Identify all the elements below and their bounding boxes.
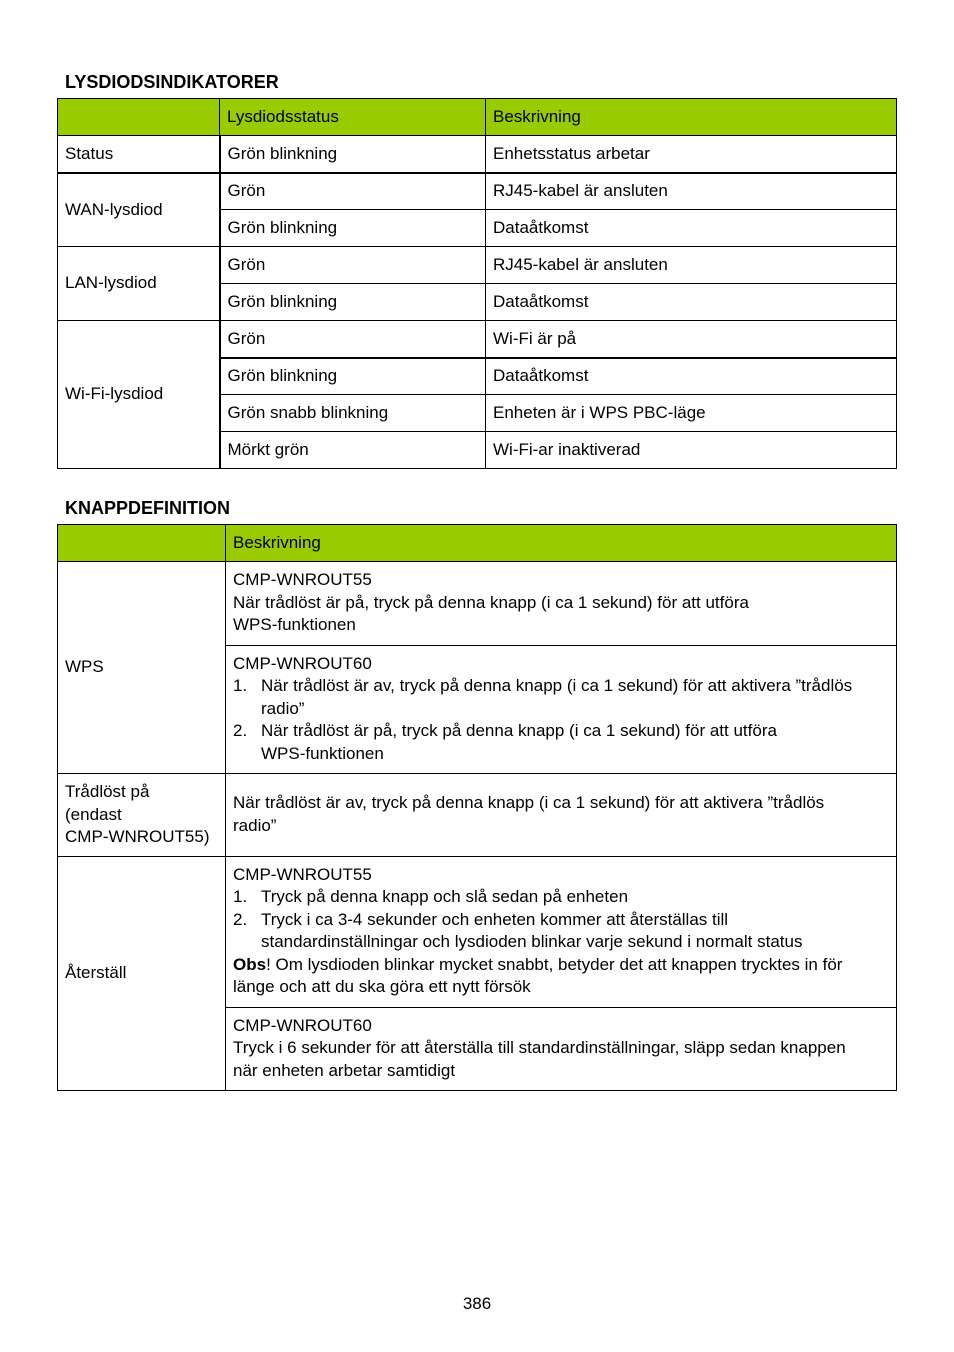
description-cell: Dataåtkomst <box>486 358 897 395</box>
list-text: standardinställningar och lysdioden blinkar varje sekund i normalt status <box>261 932 803 951</box>
led-section-title: LYSDIODSINDIKATORER <box>65 72 279 92</box>
table-header-row <box>58 99 897 136</box>
description-cell: Dataåtkomst <box>486 210 897 247</box>
description-line: radio” <box>233 815 277 835</box>
button-section-title: KNAPPDEFINITION <box>65 498 231 518</box>
description-line: när enheten arbetar samtidigt <box>233 1060 456 1080</box>
status-cell: Grön <box>220 173 486 210</box>
description-cell: Wi-Fi-ar inaktiverad <box>486 432 897 469</box>
header-cell-status: Lysdiodsstatus <box>220 99 486 136</box>
list-number: 1. <box>233 887 248 906</box>
model-name: CMP-WNROUT55 <box>233 864 372 884</box>
note-label: Obs <box>233 954 267 974</box>
reset-model55-description <box>226 856 897 1007</box>
table-row <box>58 774 897 857</box>
header-cell-description: Beskrivning <box>226 525 897 562</box>
label-line: (endast <box>65 804 122 824</box>
status-cell: Grön <box>220 247 486 284</box>
description-line: WPS-funktionen <box>233 615 356 634</box>
model-name: CMP-WNROUT55 <box>233 570 372 589</box>
description-cell: Enhetsstatus arbetar <box>486 136 897 173</box>
description-cell: Wi-Fi är på <box>486 321 897 358</box>
description-cell: RJ45-kabel är ansluten <box>486 173 897 210</box>
list-item <box>233 909 889 954</box>
row-label: Status <box>58 136 220 173</box>
note-line <box>233 954 889 977</box>
list-text: När trådlöst är av, tryck på denna knapp (i ca 1 sekund) för att aktivera ”trådlös <box>261 676 853 695</box>
status-cell: Grön snabb blinkning <box>220 395 486 432</box>
list-number: 2. <box>233 721 248 740</box>
list-text: Tryck på denna knapp och slå sedan på enheten <box>261 887 629 906</box>
row-label-wps: WPS <box>58 562 226 774</box>
list-item <box>233 886 889 909</box>
row-label: Wi-Fi-lysdiod <box>58 321 220 469</box>
table-row <box>58 136 897 173</box>
list-item <box>233 675 889 720</box>
note-text: ! Om lysdioden blinkar mycket snabbt, betyder det att knappen trycktes in för <box>266 954 843 974</box>
wps-model55-description <box>226 562 897 646</box>
status-cell: Grön blinkning <box>220 358 486 395</box>
reset-model60-description <box>226 1007 897 1091</box>
description-line: När trådlöst är på, tryck på denna knapp (i ca 1 sekund) för att utföra <box>233 592 749 612</box>
row-label: LAN-lysdiod <box>58 247 220 321</box>
status-cell: Grön blinkning <box>220 284 486 321</box>
table-row <box>58 856 897 1007</box>
led-indicator-table <box>57 98 897 469</box>
header-cell-empty <box>58 99 220 136</box>
row-label-reset: Återställ <box>58 856 226 1091</box>
header-cell-description: Beskrivning <box>486 99 897 136</box>
row-label-wireless <box>58 774 226 857</box>
description-line: När trådlöst är av, tryck på denna knapp (i ca 1 sekund) för att aktivera ”trådlös <box>233 793 825 813</box>
wireless-description <box>226 774 897 857</box>
status-cell: Grön blinkning <box>220 136 486 173</box>
list-text: Tryck i ca 3-4 sekunder och enheten kommer att återställas till <box>261 909 729 929</box>
table-row <box>58 562 897 646</box>
button-definition-table <box>57 524 897 1091</box>
description-line: Tryck i 6 sekunder för att återställa till standardinställningar, släpp sedan knappen <box>233 1038 846 1057</box>
numbered-list <box>233 675 889 765</box>
label-line: Trådlöst på <box>65 782 150 801</box>
description-cell: RJ45-kabel är ansluten <box>486 247 897 284</box>
table-header-row <box>58 525 897 562</box>
status-cell: Grön blinkning <box>220 210 486 247</box>
table-row <box>58 247 897 284</box>
list-text: WPS-funktionen <box>261 743 384 763</box>
page-number: 386 <box>462 1294 492 1313</box>
table-row <box>58 321 897 358</box>
label-line: CMP-WNROUT55) <box>65 827 210 846</box>
description-cell: Dataåtkomst <box>486 284 897 321</box>
row-label: WAN-lysdiod <box>58 173 220 247</box>
description-cell: Enheten är i WPS PBC-läge <box>486 395 897 432</box>
status-cell: Grön <box>220 321 486 358</box>
wps-model60-description <box>226 645 897 774</box>
table-row <box>58 173 897 210</box>
note-line: länge och att du ska göra ett nytt försök <box>233 977 531 996</box>
list-text: När trådlöst är på, tryck på denna knapp (i ca 1 sekund) för att utföra <box>261 721 777 740</box>
status-cell: Mörkt grön <box>220 432 486 469</box>
model-name: CMP-WNROUT60 <box>233 1015 372 1035</box>
list-item <box>233 720 889 765</box>
model-name: CMP-WNROUT60 <box>233 653 372 673</box>
list-text: radio” <box>261 698 305 718</box>
numbered-list <box>233 886 889 954</box>
list-number: 2. <box>233 909 248 929</box>
header-cell-empty <box>58 525 226 562</box>
list-number: 1. <box>233 676 248 695</box>
